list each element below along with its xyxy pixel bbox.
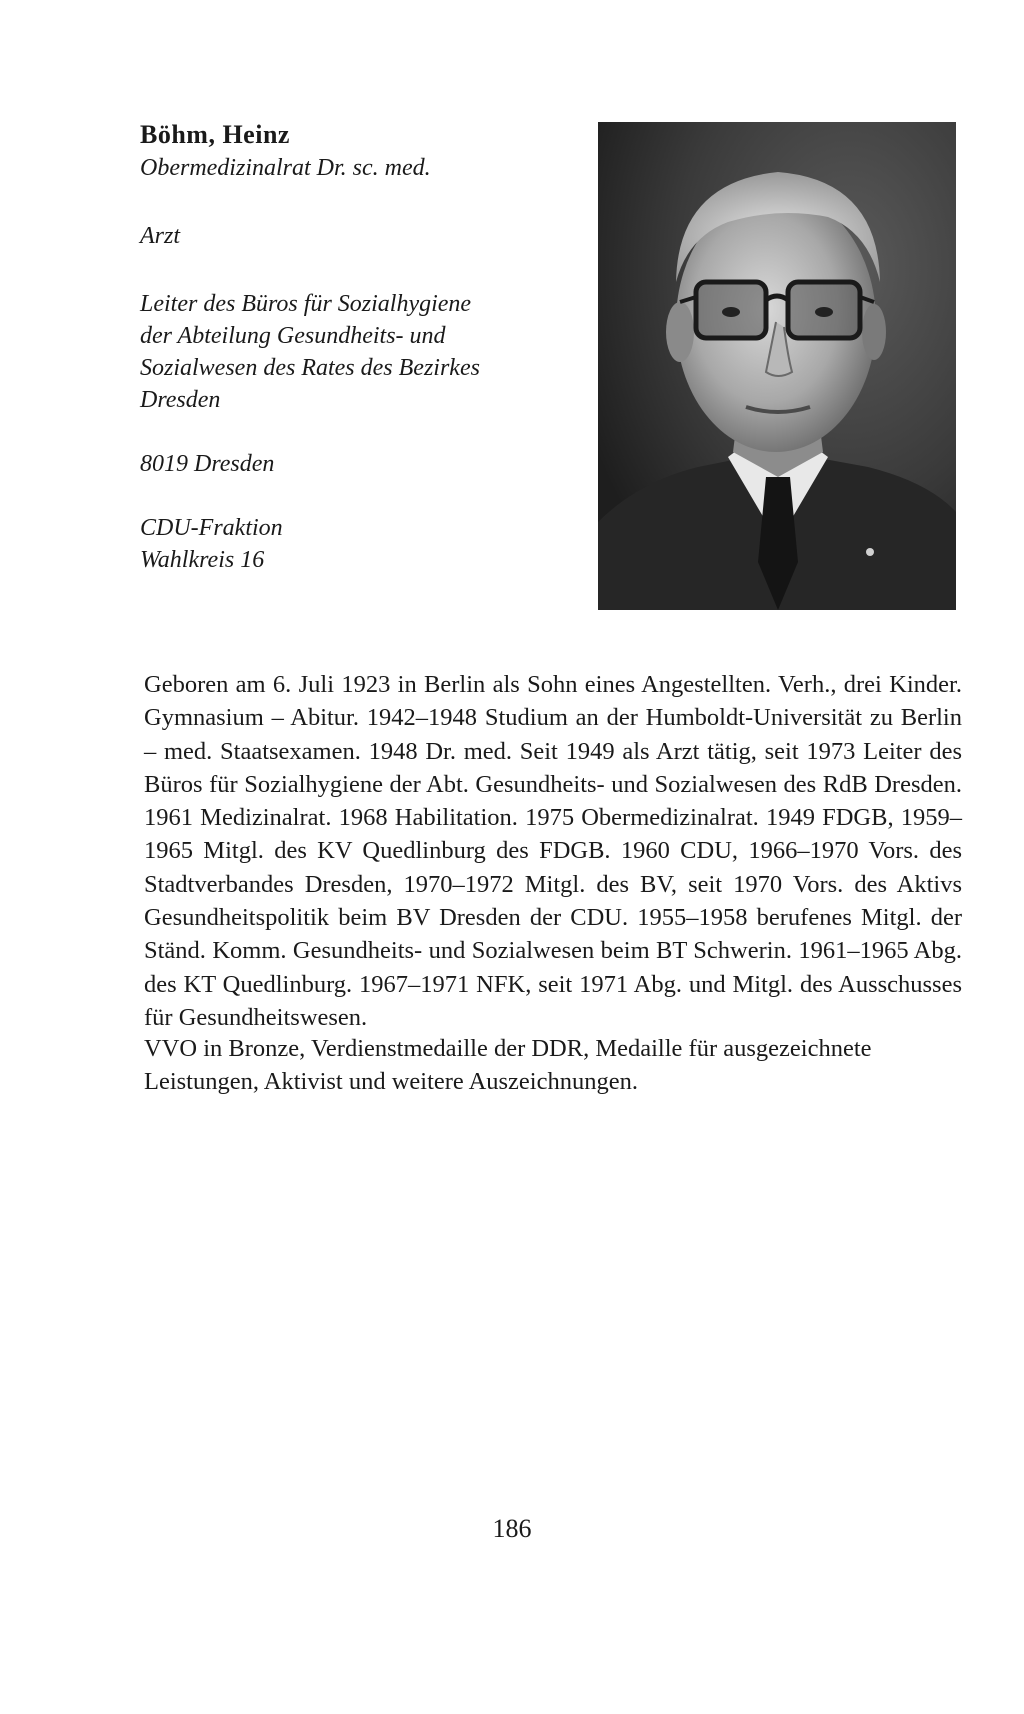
person-faction: CDU-Fraktion bbox=[140, 515, 283, 541]
position-line-1: Leiter des Büros für Sozialhygiene bbox=[140, 291, 472, 317]
person-constituency: Wahlkreis 16 bbox=[140, 547, 265, 573]
page-number: 186 bbox=[492, 1514, 532, 1543]
entry-header bbox=[140, 118, 600, 576]
position-line-2: der Abteilung Gesundheits- und bbox=[140, 323, 446, 349]
person-title: Obermedizinalrat Dr. sc. med. bbox=[140, 155, 431, 181]
awards-text: VVO in Bronze, Verdienstmedaille der DDR, Medaille für ausgezeichnete Leistungen, Aktivist und weitere Auszeichnungen. bbox=[144, 1035, 872, 1096]
person-address: 8019 Dresden bbox=[140, 451, 275, 477]
person-name: Böhm, Heinz bbox=[140, 120, 290, 149]
biography-text: Geboren am 6. Juli 1923 in Berlin als Sohn eines Angestellten. Verh., drei Kinder. Gymnasium – Abitur. 1942–1948 Studium an der Humboldt-Universität zu Berlin – med. Staatsexamen. 1948 Dr. med. Seit 1949 als Arzt tätig, seit 1973 Leiter des Büros für Sozialhygiene der Abt. Gesundheits- und Sozialwesen des RdB Dresden. 1961 Medizinalrat. 1968 Habilitation. 1975 Obermedizinalrat. 1949 FDGB, 1959–1965 Mitgl. des KV Quedlinburg des FDGB. 1960 CDU, 1966–1970 Vors. des Stadtverbandes Dresden, 1970–1972 Mitgl. des BV, seit 1970 Vors. des Aktivs Gesundheitspolitik beim BV Dresden der CDU. 1955–1958 berufenes Mitgl. der Ständ. Komm. Gesundheits- und Sozialwesen beim BT Schwerin. 1961–1965 Abg. des KT Quedlinburg. 1967–1971 NFK, seit 1971 Abg. und Mitgl. des Ausschusses für Gesundheitswesen. bbox=[144, 671, 962, 1031]
portrait-photo bbox=[598, 122, 956, 610]
position-line-4: Dresden bbox=[140, 387, 221, 413]
position-line-3: Sozialwesen des Rates des Bezirkes bbox=[140, 355, 480, 381]
person-profession: Arzt bbox=[140, 223, 181, 249]
portrait-photo-icon bbox=[598, 122, 956, 610]
